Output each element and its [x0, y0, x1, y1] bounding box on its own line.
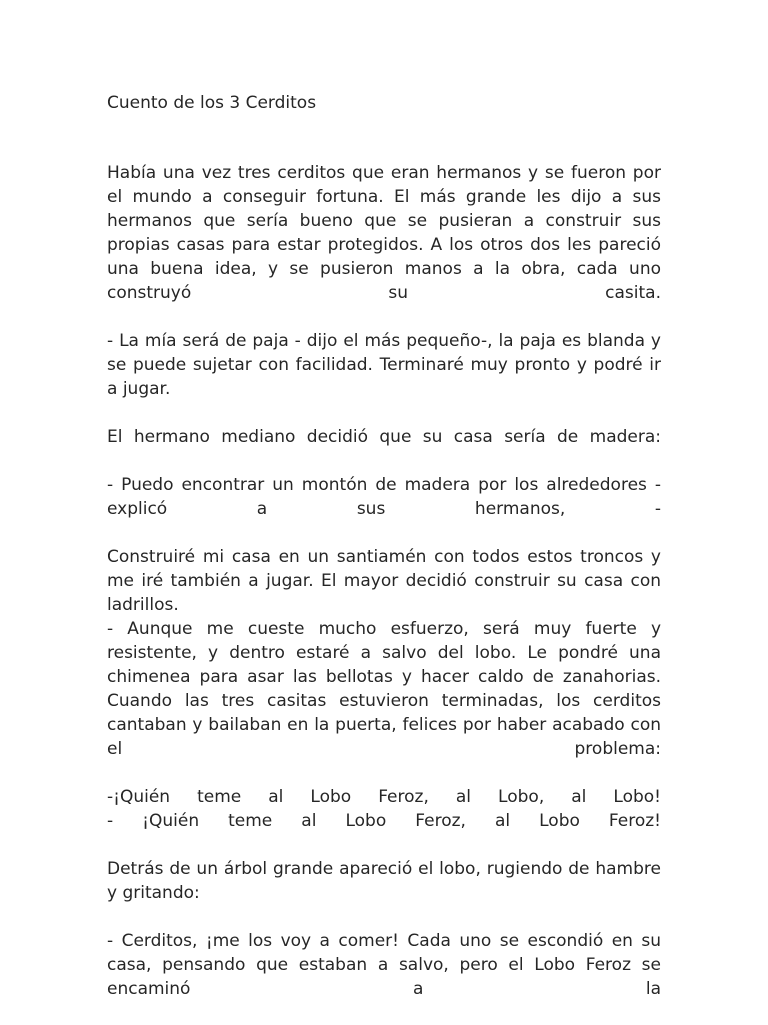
song-line-2: - ¡Quién teme al Lobo Feroz, al Lobo Feroz! — [107, 811, 661, 831]
paragraph-intro: Había una vez tres cerditos que eran hermanos y se fueron por el mundo a conseguir fortuna. El más grande les dijo a sus hermanos que sería bueno que se pusieran a construir sus propias casas para estar protegidos. A los otros dos les pareció una buena idea, y se pusieron manos a la obra, cada uno construyó su casita. — [107, 163, 661, 303]
paragraph-wood-house: - Puedo encontrar un montón de madera por los alrededores - explicó a sus hermanos, - — [107, 475, 661, 519]
paragraph-brick-decision: Construiré mi casa en un santiamén con todos estos troncos y me iré también a jugar. El mayor decidió construir su casa con ladrillos. — [107, 547, 661, 615]
document-body — [107, 161, 661, 1001]
paragraph-brick-house: - Aunque me cueste mucho esfuerzo, será muy fuerte y resistente, y dentro estaré a salvo del lobo. Le pondré una chimenea para asar las bellotas y hacer caldo de zanahorias. Cuando las tres casitas estuvieron terminadas, los cerditos cantaban y bailaban en la puerta, felices por haber acabado con el problema: — [107, 619, 661, 759]
paragraph-wood-brother: El hermano mediano decidió que su casa sería de madera: — [107, 427, 661, 447]
document-page — [107, 90, 661, 1025]
paragraph-wolf-threat: - Cerditos, ¡me los voy a comer! Cada uno se escondió en su casa, pensando que estaban a salvo, pero el Lobo Feroz se encaminó a la — [107, 931, 661, 999]
song-line-1: -¡Quién teme al Lobo Feroz, al Lobo, al Lobo! — [107, 787, 661, 807]
paragraph-wolf-appears: Detrás de un árbol grande apareció el lobo, rugiendo de hambre y gritando: — [107, 859, 661, 903]
document-title: Cuento de los 3 Cerditos — [107, 93, 317, 113]
paragraph-straw-house: - La mía será de paja - dijo el más pequeño-, la paja es blanda y se puede sujetar con facilidad. Terminaré muy pronto y podré ir a jugar. — [107, 331, 661, 399]
